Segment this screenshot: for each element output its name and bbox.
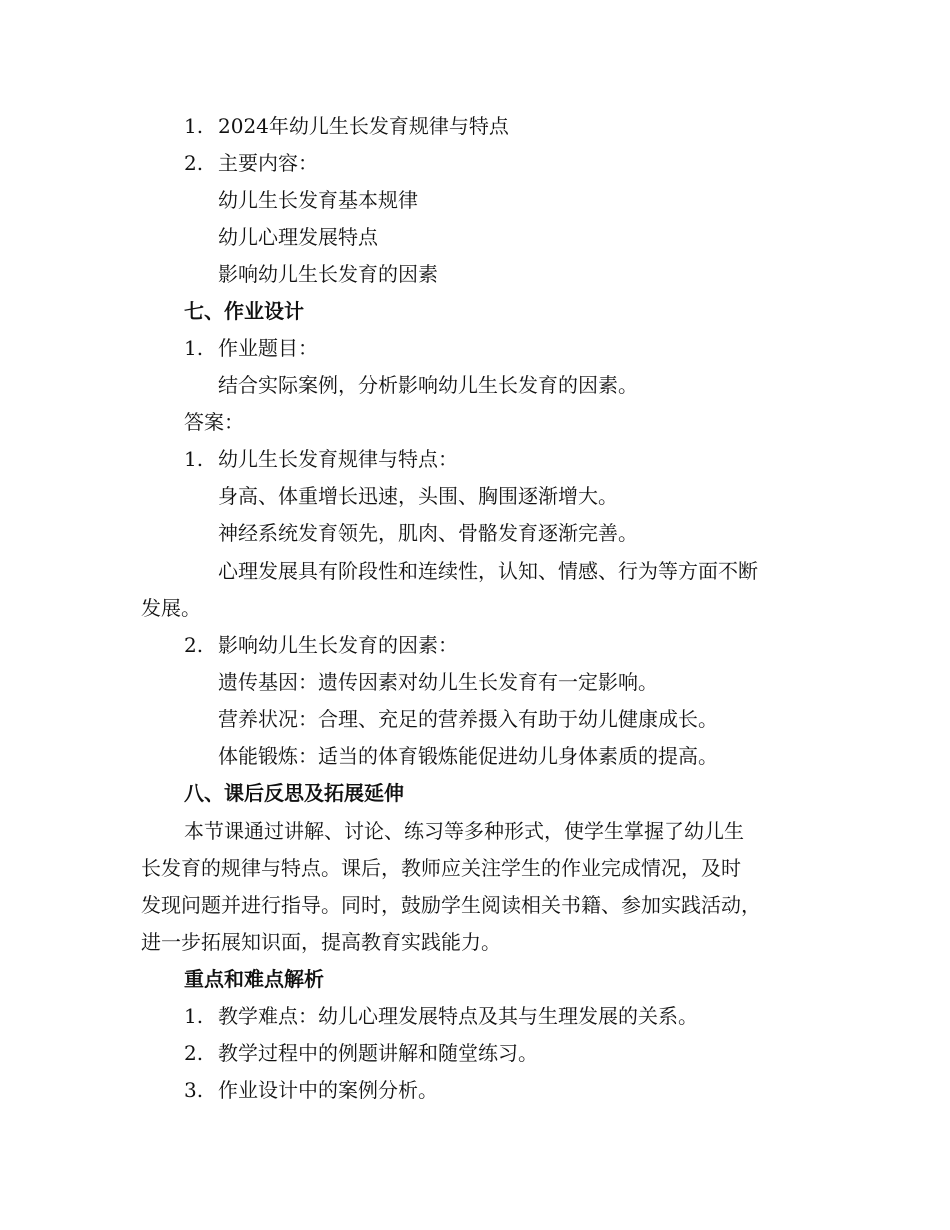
- paragraph-line: 本节课通过讲解、讨论、练习等多种形式，使学生掌握了幼儿生: [184, 819, 744, 843]
- paragraph-line: 长发育的规律与特点。课后，教师应关注学生的作业完成情况，及时: [141, 856, 741, 880]
- sub-item: 影响幼儿生长发育的因素: [218, 262, 438, 286]
- sub-item: 幼儿心理发展特点: [218, 225, 378, 249]
- list-item: [184, 150, 318, 176]
- section-heading: 八、课后反思及拓展延伸: [184, 781, 404, 805]
- answer-label: 答案：: [184, 410, 244, 434]
- list-item: [184, 446, 458, 472]
- list-text: 教学难点：幼儿心理发展特点及其与生理发展的关系。: [218, 1004, 698, 1028]
- list-number: 3.: [184, 1078, 204, 1102]
- list-item: [184, 1040, 538, 1066]
- sub-item: 幼儿生长发育基本规律: [218, 188, 418, 212]
- section-heading: 重点和难点解析: [184, 967, 324, 991]
- list-text: 影响幼儿生长发育的因素：: [218, 633, 458, 657]
- paragraph-line: 营养状况：合理、充足的营养摄入有助于幼儿健康成长。: [218, 707, 718, 731]
- list-number: 1.: [184, 1004, 204, 1028]
- paragraph-line: 发展。: [141, 596, 201, 620]
- paragraph-line: 身高、体重增长迅速，头围、胸围逐渐增大。: [218, 484, 618, 508]
- list-number: 1.: [184, 447, 204, 471]
- paragraph-line: 神经系统发育领先，肌肉、骨骼发育逐渐完善。: [218, 521, 638, 545]
- list-number: 2.: [184, 151, 204, 175]
- list-text: 教学过程中的例题讲解和随堂练习。: [218, 1041, 538, 1065]
- paragraph-line: 结合实际案例，分析影响幼儿生长发育的因素。: [218, 373, 638, 397]
- paragraph-line: 心理发展具有阶段性和连续性，认知、情感、行为等方面不断: [218, 559, 758, 583]
- list-item: [184, 632, 458, 658]
- list-number: 1.: [184, 114, 204, 138]
- list-text: 作业题目：: [218, 336, 318, 360]
- section-heading: 七、作业设计: [184, 299, 304, 323]
- list-item: [184, 113, 509, 139]
- list-text: 2024年幼儿生长发育规律与特点: [218, 114, 509, 138]
- paragraph-line: 体能锻炼：适当的体育锻炼能促进幼儿身体素质的提高。: [218, 744, 718, 768]
- list-item: [184, 1077, 438, 1103]
- list-item: [184, 1003, 698, 1029]
- paragraph-line: 遗传基因：遗传因素对幼儿生长发育有一定影响。: [218, 670, 658, 694]
- list-text: 主要内容：: [218, 151, 318, 175]
- list-item: [184, 335, 318, 361]
- paragraph-line: 进一步拓展知识面，提高教育实践能力。: [141, 930, 501, 954]
- list-number: 1.: [184, 336, 204, 360]
- paragraph-line: 发现问题并进行指导。同时，鼓励学生阅读相关书籍、参加实践活动，: [141, 893, 761, 917]
- list-text: 幼儿生长发育规律与特点：: [218, 447, 458, 471]
- list-number: 2.: [184, 1041, 204, 1065]
- list-text: 作业设计中的案例分析。: [218, 1078, 438, 1102]
- list-number: 2.: [184, 633, 204, 657]
